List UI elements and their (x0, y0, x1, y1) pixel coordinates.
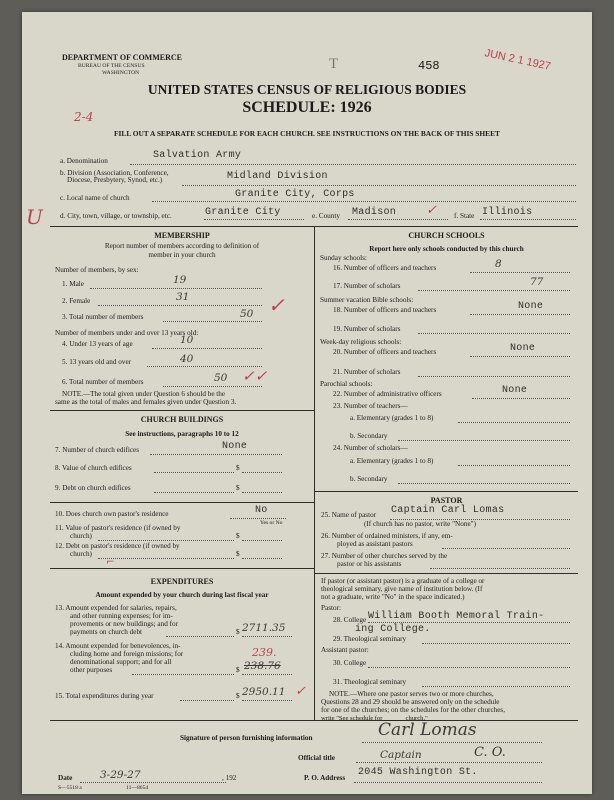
owns-residence-label: 10. Does church own pastor's residence (55, 510, 169, 518)
schedule-number: 458 (418, 59, 440, 73)
division-label: b. Division (Association, Conference, (60, 169, 169, 177)
city-label-field: d. City, town, village, or township, etc. (60, 212, 172, 220)
over-13-value: 40 (180, 353, 194, 365)
membership-heading: MEMBERSHIP (154, 231, 210, 240)
city-value: Granite City (205, 207, 281, 218)
female-label: 2. Female (62, 297, 91, 305)
date-label: Date (58, 774, 73, 782)
form-title: UNITED STATES CENSUS OF RELIGIOUS BODIES (147, 82, 467, 97)
expenditures-heading: EXPENDITURES (150, 577, 214, 586)
total-members-2-value: 50 (214, 372, 228, 384)
under-13-label: 4. Under 13 years of age (62, 340, 133, 348)
total-expenditures-label: 15. Total expenditures during year (55, 692, 154, 700)
church-edifices-value: None (222, 441, 248, 452)
official-title-label: Official title (298, 754, 335, 762)
po-address-value: 2045 Washington St. (358, 767, 478, 778)
pastor-name-value: Captain Carl Lomas (391, 505, 505, 516)
department-label: DEPARTMENT OF COMMERCE (62, 53, 183, 62)
owns-residence-value: No (255, 505, 268, 516)
city-label: WASHINGTON (102, 70, 140, 76)
benevolence-struck-value: 238.76 (244, 660, 281, 672)
total-members-2-label: 6. Total number of members (62, 378, 144, 386)
margin-mark: U (26, 205, 43, 229)
signature-label: Signature of person furnishing information (180, 734, 313, 742)
division-value: Midland Division (227, 171, 328, 182)
running-expenses-value: 2711.35 (242, 622, 286, 634)
stamp-code: T (329, 56, 339, 72)
male-value: 19 (173, 274, 187, 286)
local-name-label: c. Local name of church (60, 194, 130, 202)
check-mark: ✓ (426, 203, 437, 218)
sunday-teachers-value: 8 (495, 258, 502, 270)
census-schedule-page: DEPARTMENT OF COMMERCE BUREAU OF THE CENSUS WASHINGTON T 458 JUN 2 1 1927 UNITED STATES CENSUS OF RELIGIOUS BODIES SCHEDULE: 1926 2-4 FILL OUT A SEPARATE SCHEDULE FOR EACH CHURCH. SEE INSTRUCTIONS ON THE BACK OF THIS SHEET a. Denomination Salvation Army b. Division (Association, Conference, Diocese, Presbytery, Synod, etc.) Midland Division c. Local name of church Granite City, Corps U d. City, town, village, or township, etc. Granite City e. County Madison ✓ f. State Illinois MEMBERSHIP Report number of members according to definition of member in your church Number of members, by sex: 1. Male 19 2. Female 31 3. Total number of members 50 ✓ Number of members under and over 13 years old: 4. Under 13 years of age 10 5. 13 years old and over 40 6. Total number of members 50 ✓✓ NOTE.—The total given under Question 6 should be the same as the total of males and females given under Question 3. CHURCH BUILDINGS See instructions, paragraphs 10 to 12 7. Number of church edifices None 8. Value of church edifices $ 9. Debt on church edifices $ 10. Does church own pastor's residence No Yes or No 11. Value of pastor's residence (if owned by church) $ 12. Debt on pastor's residence (if owned by church) $ ⌐ EXPENDITURES Amount expended by your church during last fiscal year 13. Amount expended for salaries, repairs, and other running expenses; for im- provements or new buildings; and for payments on church debt $ 2711.35 14. Amount expended for benevolences, in- cluding home and foreign missions; for denominational support; and for all other purposes $ 239. 238.76 15. Total expenditures during year $ 2950.11 ✓ CHURCH SCHOOLS Report here only schools conducted by this church Sunday schools: 16. Number of officers and teachers 8 17. Number of scholars 77 Summer vacation Bible schools: 18. Number of officers and teachers None 19. Number of scholars Week-day religious schools: 20. Number of officers and teachers None 21. Number of scholars Parochial schools: 22. Number of administrative officers None 23. Number of teachers— a. Elementary (grades 1 to 8) b. Secondary 24. Number of scholars— a. Elementary (grades 1 to 8) b. Secondary PASTOR 25. Name of pastor Captain Carl Lomas (If church has no pastor, write "None") 26. Number of ordained ministers, if any, em- ployed as assistant pastors 27. Number of other churches served by the pastor or his assistants If pastor (or assistant pastor) is a graduate of a college or theological seminary, give name of institution below. (If not a graduate, write "No" in the space indicated.) Pastor: 28. College William Booth Memoral Train- ing College. 29. Theological seminary Assistant pastor: 30. College 31. Theological seminary NOTE.—Where one pastor serves two or more churches, Questions 28 and 29 should be answered only on the schedule for one of the churches; on the schedules for the other churches, write "See schedule for ______ church." Signature of person furnishing information Carl Lomas Official title Captain C. O. Date 3-29-27 , 192 P. O. Address 2045 Washington St. S—5518 a 11—8654 (22, 12, 592, 794)
denomination-label: a. Denomination (60, 157, 108, 165)
male-label: 1. Male (62, 280, 84, 288)
total-members-value: 50 (240, 308, 254, 320)
county-label: e. County (312, 212, 340, 220)
under-13-value: 10 (180, 334, 194, 346)
total-expenditures-value: 2950.11 (242, 686, 286, 698)
schedule-year: SCHEDULE: 1926 (242, 99, 372, 116)
pastor-heading: PASTOR (430, 496, 463, 505)
official-title-value: Captain (380, 749, 422, 761)
total-members-label: 3. Total number of members (62, 313, 144, 321)
date-value: 3-29-27 (100, 769, 141, 781)
over-13-label: 5. 13 years old and over (62, 358, 132, 366)
college-value: William Booth Memoral Train- (368, 611, 545, 622)
state-label: f. State (454, 212, 475, 220)
separate-schedule-instruction: FILL OUT A SEPARATE SCHEDULE FOR EACH CHURCH. SEE INSTRUCTIONS ON THE BACK OF THIS SHEET (114, 129, 500, 138)
signature-value: Carl Lomas (378, 720, 477, 740)
schools-heading: CHURCH SCHOOLS (408, 231, 485, 240)
denomination-value: Salvation Army (153, 150, 242, 161)
church-edifices-label: 7. Number of church edifices (55, 446, 140, 454)
margin-code: 2-4 (74, 110, 94, 124)
bureau-label: BUREAU OF THE CENSUS (78, 63, 145, 69)
sunday-scholars-value: 77 (530, 276, 544, 288)
county-value: Madison (352, 207, 397, 218)
buildings-heading: CHURCH BUILDINGS (140, 415, 224, 424)
state-value: Illinois (482, 207, 533, 218)
po-address-label: P. O. Address (304, 774, 346, 782)
benevolence-corrected-value: 239. (252, 646, 277, 659)
female-value: 31 (176, 291, 190, 303)
local-name-value: Granite City, Corps (235, 189, 355, 200)
received-date-stamp: JUN 2 1 1927 (483, 47, 552, 73)
